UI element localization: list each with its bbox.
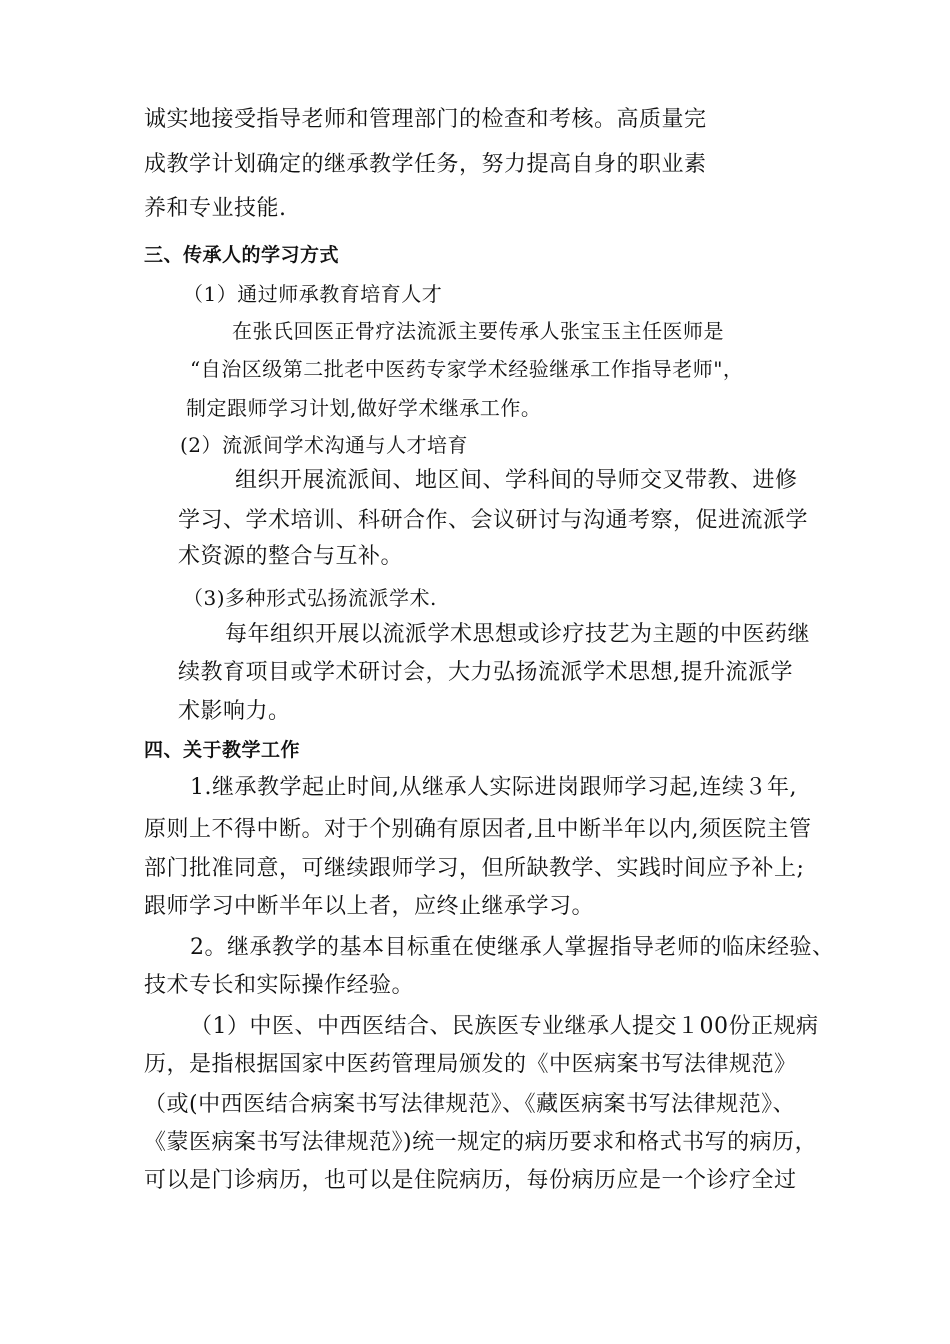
- item-2-line-2: 学习、学术培训、科研合作、会议研讨与沟通考察，促进流派学: [178, 508, 809, 533]
- intro-line-3: 养和专业技能.: [144, 196, 287, 221]
- item-2-title: (2）流派间学术沟通与人才培育: [180, 433, 469, 457]
- item-2-line-3: 术资源的整合与互补。: [178, 544, 404, 569]
- section-4-heading: 四、关于教学工作: [144, 739, 301, 761]
- s4-p3-line-1: （1）中医、中西医结合、民族医专业继承人提交１00份正规病: [190, 1014, 819, 1039]
- s4-p3-line-5: 可以是门诊病历，也可以是住院病历，每份病历应是一个诊疗全过: [144, 1168, 797, 1193]
- item-1-line-3: 制定跟师学习计划,做好学术继承工作。: [186, 396, 542, 420]
- s4-p2-line-1: 2。继承教学的基本目标重在使继承人掌握指导老师的临床经验、: [190, 935, 835, 960]
- s4-p2-line-2: 技术专长和实际操作经验。: [144, 973, 415, 998]
- s4-p3-line-4: 《蒙医病案书写法律规范》)统一规定的病历要求和格式书写的病历，: [144, 1130, 818, 1155]
- s4-p1-line-4: 跟师学习中断半年以上者，应终止继承学习。: [144, 894, 595, 919]
- item-2-line-1: 组织开展流派间、地区间、学科间的导师交叉带教、进修: [235, 468, 798, 493]
- s4-p3-line-2: 历，是指根据国家中医药管理局颁发的《中医病案书写法律规范》: [144, 1052, 797, 1077]
- item-3-line-2: 续教育项目或学术研讨会，大力弘扬流派学术思想,提升流派学: [178, 660, 793, 685]
- item-3-line-1: 每年组织开展以流派学术思想或诊疗技艺为主题的中医药继: [225, 622, 811, 647]
- intro-line-1: 诚实地接受指导老师和管理部门的检查和考核。高质量完: [144, 107, 707, 132]
- item-1-line-1: 在张氏回医正骨疗法流派主要传承人张宝玉主任医师是: [232, 319, 724, 343]
- intro-line-2: 成教学计划确定的继承教学任务，努力提高自身的职业素: [144, 152, 707, 177]
- s4-p3-line-3: （或(中西医结合病案书写法律规范》、《藏医病案书写法律规范》、: [144, 1092, 796, 1117]
- s4-p1-line-1: 1.继承教学起止时间,从继承人实际进岗跟师学习起,连续３年,: [190, 775, 797, 800]
- section-3-heading: 三、传承人的学习方式: [144, 244, 340, 266]
- item-3-line-3: 术影响力。: [178, 699, 291, 724]
- s4-p1-line-3: 部门批准同意，可继续跟师学习，但所缺教学、实践时间应予补上;: [144, 856, 805, 881]
- s4-p1-line-2: 原则上不得中断。对于个别确有原因者,且中断半年以内,须医院主管: [144, 817, 812, 842]
- item-3-title: （3)多种形式弘扬流派学术.: [183, 586, 437, 610]
- item-1-title: （1）通过师承教育培育人才: [183, 282, 443, 306]
- item-1-line-2: “自治区级第二批老中医药专家学术经验继承工作指导老师"，: [190, 357, 744, 381]
